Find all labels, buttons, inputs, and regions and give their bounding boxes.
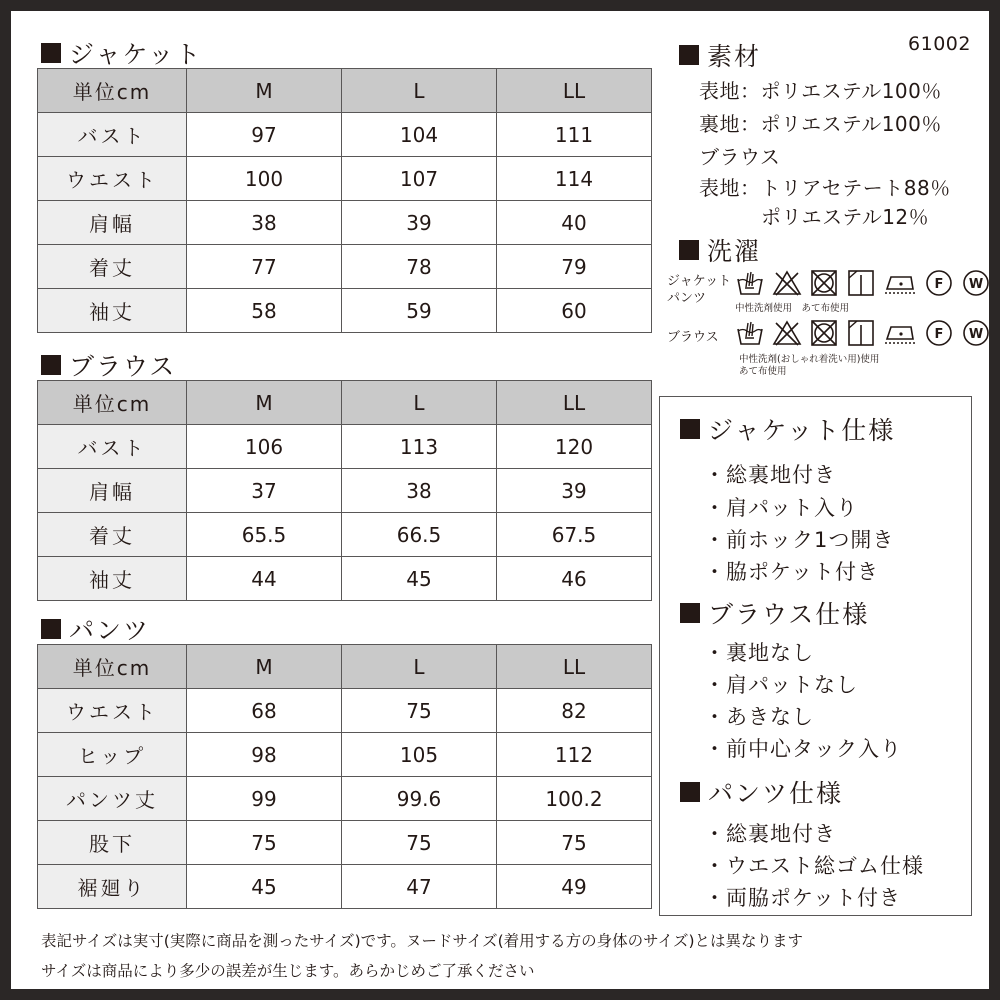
measurement-value-cell: 79 xyxy=(497,245,652,289)
table-row xyxy=(38,157,652,201)
measurement-label-cell: ウエスト xyxy=(38,157,187,201)
measurement-value-cell: 65.5 xyxy=(187,513,342,557)
spec-title-text: パンツ仕様 xyxy=(708,779,844,808)
size-header-cell: LL xyxy=(497,381,652,425)
spec-item: ・総裏地付き xyxy=(704,822,836,846)
footer-note: 表記サイズは実寸(実際に商品を測ったサイズ)です。ヌードサイズ(着用する方の身体のサイズ)とは異なります xyxy=(41,932,803,950)
spec-title xyxy=(680,774,843,810)
care-label-blouse xyxy=(667,329,719,346)
measurement-value-cell: 107 xyxy=(342,157,497,201)
spec-title-text: ブラウス仕様 xyxy=(708,600,870,629)
material-line: 裏地：ポリエステル100％ xyxy=(699,112,942,136)
measurement-label-cell: バスト xyxy=(38,113,187,157)
table-row xyxy=(38,289,652,333)
square-bullet-icon xyxy=(41,619,61,639)
blouse-title: ブラウス xyxy=(69,352,177,381)
wet-clean-w-icon xyxy=(961,269,991,297)
measurement-value-cell: 114 xyxy=(497,157,652,201)
jacket-title: ジャケット xyxy=(69,40,203,69)
iron-with-cloth-icon xyxy=(883,319,917,347)
size-header-cell: LL xyxy=(497,69,652,113)
measurement-value-cell: 120 xyxy=(497,425,652,469)
measurement-value-cell: 77 xyxy=(187,245,342,289)
spec-title xyxy=(680,411,895,447)
table-header-row xyxy=(38,69,652,113)
square-bullet-icon xyxy=(41,355,61,375)
care-label-line: ジャケット xyxy=(667,274,732,289)
spec-title xyxy=(680,595,869,631)
table-row xyxy=(38,113,652,157)
measurement-value-cell: 75 xyxy=(497,821,652,865)
svg-text:F: F xyxy=(934,277,944,292)
table-row xyxy=(38,557,652,601)
footer-note: サイズは商品により多少の誤差が生じます。あらかじめご了承ください xyxy=(41,962,535,980)
hand-wash-icon xyxy=(735,319,765,347)
jacket-section-title xyxy=(41,35,202,71)
no-tumble-dry-icon xyxy=(809,269,839,297)
measurement-label-cell: 裾廻り xyxy=(38,865,187,909)
pants-section-title xyxy=(41,611,150,647)
square-bullet-icon xyxy=(680,603,700,623)
material-line: ブラウス xyxy=(699,145,781,169)
no-bleach-icon xyxy=(772,269,802,297)
table-row xyxy=(38,689,652,733)
measurement-label-cell: 着丈 xyxy=(38,245,187,289)
table-row xyxy=(38,201,652,245)
measurement-label-cell: 股下 xyxy=(38,821,187,865)
spec-item: ・総裏地付き xyxy=(704,463,836,487)
pants-size-table xyxy=(37,644,652,909)
spec-item: ・裏地なし xyxy=(704,641,814,665)
measurement-label-cell: ヒップ xyxy=(38,733,187,777)
square-bullet-icon xyxy=(41,43,61,63)
svg-text:W: W xyxy=(968,277,984,292)
measurement-value-cell: 106 xyxy=(187,425,342,469)
svg-text:W: W xyxy=(968,327,984,342)
size-header-cell: LL xyxy=(497,645,652,689)
unit-header-cell: 単位cm xyxy=(38,381,187,425)
spec-title-text: ジャケット仕様 xyxy=(708,416,896,445)
measurement-value-cell: 38 xyxy=(342,469,497,513)
spec-item: ・ウエスト総ゴム仕様 xyxy=(704,854,924,878)
material-line: 表地：トリアセテート88％ xyxy=(699,176,951,200)
table-row xyxy=(38,425,652,469)
measurement-label-cell: 袖丈 xyxy=(38,289,187,333)
measurement-value-cell: 112 xyxy=(497,733,652,777)
measurement-value-cell: 78 xyxy=(342,245,497,289)
size-header-cell: M xyxy=(187,645,342,689)
measurement-value-cell: 75 xyxy=(342,689,497,733)
care-label-line: パンツ xyxy=(667,291,707,306)
table-row xyxy=(38,777,652,821)
size-header-cell: M xyxy=(187,69,342,113)
care-label-line: ブラウス xyxy=(667,330,719,345)
iron-with-cloth-icon xyxy=(883,269,917,297)
blouse-section-title xyxy=(41,347,176,383)
washing-section-title xyxy=(679,232,761,268)
measurement-value-cell: 105 xyxy=(342,733,497,777)
size-header-cell: M xyxy=(187,381,342,425)
measurement-value-cell: 39 xyxy=(497,469,652,513)
measurement-value-cell: 59 xyxy=(342,289,497,333)
size-header-cell: L xyxy=(342,69,497,113)
measurement-value-cell: 75 xyxy=(187,821,342,865)
measurement-label-cell: 着丈 xyxy=(38,513,187,557)
table-row xyxy=(38,469,652,513)
measurement-label-cell: 袖丈 xyxy=(38,557,187,601)
size-header-cell: L xyxy=(342,645,497,689)
care-label-jacket-pants xyxy=(667,273,731,307)
square-bullet-icon xyxy=(679,240,699,260)
spec-item: ・前中心タック入り xyxy=(704,737,902,761)
measurement-value-cell: 97 xyxy=(187,113,342,157)
washing-title: 洗濯 xyxy=(707,237,762,266)
measurement-value-cell: 39 xyxy=(342,201,497,245)
table-row xyxy=(38,821,652,865)
measurement-value-cell: 44 xyxy=(187,557,342,601)
spec-item: ・前ホック1つ開き xyxy=(704,528,895,552)
no-bleach-icon xyxy=(772,319,802,347)
measurement-value-cell: 99.6 xyxy=(342,777,497,821)
dry-clean-f-icon xyxy=(924,319,954,347)
measurement-value-cell: 104 xyxy=(342,113,497,157)
measurement-label-cell: 肩幅 xyxy=(38,201,187,245)
table-row xyxy=(38,733,652,777)
measurement-label-cell: バスト xyxy=(38,425,187,469)
measurement-value-cell: 49 xyxy=(497,865,652,909)
measurement-value-cell: 113 xyxy=(342,425,497,469)
spec-item: ・脇ポケット付き xyxy=(704,560,879,584)
unit-header-cell: 単位cm xyxy=(38,69,187,113)
table-header-row xyxy=(38,381,652,425)
care-note: 中性洗剤使用 あて布使用 xyxy=(735,303,850,314)
measurement-label-cell: パンツ丈 xyxy=(38,777,187,821)
care-note: あて布使用 xyxy=(739,366,787,377)
table-header-row xyxy=(38,645,652,689)
care-icons-row xyxy=(735,319,991,347)
product-code: 61002 xyxy=(908,33,971,55)
line-dry-shade-icon xyxy=(846,319,876,347)
measurement-value-cell: 100.2 xyxy=(497,777,652,821)
square-bullet-icon xyxy=(679,45,699,65)
measurement-value-cell: 99 xyxy=(187,777,342,821)
spec-item: ・両脇ポケット付き xyxy=(704,886,901,910)
line-dry-shade-icon xyxy=(846,269,876,297)
blouse-size-table xyxy=(37,380,652,601)
material-title: 素材 xyxy=(707,42,762,71)
material-section-title xyxy=(679,37,761,73)
table-row xyxy=(38,865,652,909)
measurement-value-cell: 82 xyxy=(497,689,652,733)
jacket-size-table xyxy=(37,68,652,333)
measurement-value-cell: 45 xyxy=(342,557,497,601)
spec-item: ・あきなし xyxy=(704,705,814,729)
measurement-value-cell: 67.5 xyxy=(497,513,652,557)
measurement-value-cell: 38 xyxy=(187,201,342,245)
no-tumble-dry-icon xyxy=(809,319,839,347)
measurement-value-cell: 58 xyxy=(187,289,342,333)
measurement-label-cell: 肩幅 xyxy=(38,469,187,513)
measurement-value-cell: 98 xyxy=(187,733,342,777)
svg-text:F: F xyxy=(934,327,944,342)
measurement-value-cell: 46 xyxy=(497,557,652,601)
dry-clean-f-icon xyxy=(924,269,954,297)
specs-box xyxy=(659,396,972,916)
spec-item: ・肩パットなし xyxy=(704,673,858,697)
table-row xyxy=(38,245,652,289)
unit-header-cell: 単位cm xyxy=(38,645,187,689)
measurement-label-cell: ウエスト xyxy=(38,689,187,733)
square-bullet-icon xyxy=(680,782,700,802)
material-line: 表地：ポリエステル100％ xyxy=(699,79,942,103)
square-bullet-icon xyxy=(680,419,700,439)
spec-item: ・肩パット入り xyxy=(704,496,858,520)
hand-wash-icon xyxy=(735,269,765,297)
material-line: ポリエステル12％ xyxy=(761,205,930,229)
measurement-value-cell: 60 xyxy=(497,289,652,333)
measurement-value-cell: 47 xyxy=(342,865,497,909)
size-header-cell: L xyxy=(342,381,497,425)
care-icons-row xyxy=(735,269,991,297)
measurement-value-cell: 37 xyxy=(187,469,342,513)
measurement-value-cell: 45 xyxy=(187,865,342,909)
measurement-value-cell: 40 xyxy=(497,201,652,245)
care-note: 中性洗剤(おしゃれ着洗い用)使用 xyxy=(739,354,880,365)
measurement-value-cell: 100 xyxy=(187,157,342,201)
pants-title: パンツ xyxy=(69,616,151,645)
size-chart-sheet xyxy=(11,11,989,989)
measurement-value-cell: 68 xyxy=(187,689,342,733)
measurement-value-cell: 66.5 xyxy=(342,513,497,557)
wet-clean-w-icon xyxy=(961,319,991,347)
measurement-value-cell: 75 xyxy=(342,821,497,865)
table-row xyxy=(38,513,652,557)
measurement-value-cell: 111 xyxy=(497,113,652,157)
